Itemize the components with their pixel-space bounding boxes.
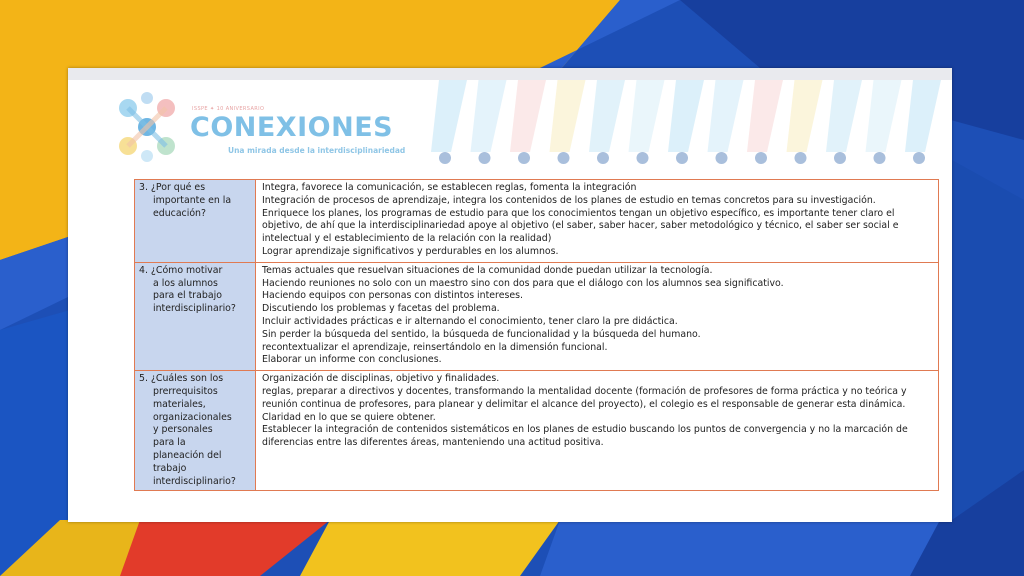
stripe-dot	[558, 152, 570, 164]
answer-line: Lograr aprendizaje significativos y perdurables en los alumnos.	[262, 245, 559, 257]
question-cell	[135, 180, 256, 263]
question-line: trabajo	[153, 462, 187, 474]
table-row	[135, 180, 939, 263]
question-line: importante en la	[153, 194, 232, 206]
stripe	[905, 80, 941, 152]
answer-line: Discutiendo los problemas y facetas del problema.	[262, 303, 500, 315]
question-line: para la	[153, 437, 186, 449]
stripe	[550, 80, 586, 152]
answer-cell	[256, 371, 939, 491]
stripe-dot	[637, 152, 649, 164]
question-line: y personales	[153, 424, 213, 436]
table-row	[135, 262, 939, 370]
question-line: 5. ¿Cuáles son los	[139, 373, 224, 385]
stripe	[431, 80, 467, 152]
question-line: interdisciplinario?	[153, 475, 236, 487]
question-line: organizacionales	[153, 411, 232, 423]
stripe	[471, 80, 507, 152]
stripe	[668, 80, 704, 152]
question-line: prerrequisitos	[153, 385, 218, 397]
stripe	[787, 80, 823, 152]
answer-line: Haciendo reuniones no solo con un maestro sino con dos para que el diálogo con los alumnos sea significativo.	[262, 277, 784, 289]
question-cell	[135, 371, 256, 491]
answer-line: Sin perder la búsqueda del sentido, la búsqueda de funcionalidad y la búsqueda del humano.	[262, 328, 701, 340]
answer-line: Incluir actividades prácticas e ir alternando el conocimiento, tener claro la pre didáctica.	[262, 315, 678, 327]
answer-line: Establecer la integración de contenidos sistemáticos en los planes de estudio buscando los puntos de convergencia y no la marcación de diferencias entre las diferentes áreas, manteniendo una actitud positiva.	[262, 424, 908, 449]
question-line: a los alumnos	[153, 277, 218, 289]
stripe	[747, 80, 783, 152]
slide-top-bar	[68, 68, 952, 80]
stripe-dot	[716, 152, 728, 164]
stripe	[629, 80, 665, 152]
stripe-dot	[676, 152, 688, 164]
stripe-dot	[439, 152, 451, 164]
answer-line: Enriquece los planes, los programas de estudio para que los conocimientos tengan un objetivo específico, es importante tener claro el objetivo, de ahí que la interdisciplinariedad apoye al objetivo (el saber, saber hacer, saber metodológico y técnico, el saber ser social e intelectual y el establecimiento de la relación con la realidad)	[262, 207, 899, 245]
table-row	[135, 371, 939, 491]
answer-line: Claridad en lo que se quiere obtener.	[262, 411, 436, 423]
answer-line: Elaborar un informe con conclusiones.	[262, 354, 442, 366]
stripe-dot	[795, 152, 807, 164]
logo-anniversary-text: ISSPE ✦ 10 ANIVERSARIO	[192, 106, 265, 112]
question-line: planeación del	[153, 449, 222, 461]
slide	[68, 68, 952, 522]
question-line: 4. ¿Cómo motivar	[139, 264, 223, 276]
stripe-dot	[518, 152, 530, 164]
stripe-dot	[913, 152, 925, 164]
stripe	[826, 80, 862, 152]
logo-tagline: Una mirada desde la interdisciplinariedad	[228, 146, 406, 155]
stripe-dot	[834, 152, 846, 164]
stripe	[708, 80, 744, 152]
answer-cell	[256, 180, 939, 263]
stripe	[866, 80, 902, 152]
stripe-dot	[597, 152, 609, 164]
answer-line: recontextualizar el aprendizaje, reinsertándolo en la dimensión funcional.	[262, 341, 608, 353]
answer-line: Temas actuales que resuelvan situaciones de la comunidad donde puedan utilizar la tecnología.	[262, 264, 713, 276]
decorative-stripes	[428, 80, 948, 170]
stripe-dot	[874, 152, 886, 164]
stripe	[589, 80, 625, 152]
questions-table	[134, 179, 939, 491]
logo-title: CONEXIONES	[190, 112, 394, 143]
answer-line: Organización de disciplinas, objetivo y finalidades.	[262, 373, 500, 385]
question-line: 3. ¿Por qué es	[139, 182, 206, 193]
logo-molecule-icon	[108, 88, 186, 166]
stripe-dot	[479, 152, 491, 164]
question-cell	[135, 262, 256, 370]
answer-line: Integración de procesos de aprendizaje, integra los contenidos de los planes de estudio en temas concretos para su investigación.	[262, 194, 876, 206]
stripe-dot	[755, 152, 767, 164]
question-line: materiales,	[153, 398, 206, 410]
answer-line: Integra, favorece la comunicación, se establecen reglas, fomenta la integración	[262, 182, 637, 193]
question-line: para el trabajo	[153, 290, 222, 302]
answer-line: Haciendo equipos con personas con distintos intereses.	[262, 290, 523, 302]
question-line: interdisciplinario?	[153, 303, 236, 315]
question-line: educación?	[153, 207, 206, 219]
answer-line: reglas, preparar a directivos y docentes, transformando la mentalidad docente (formación de profesores de forma práctica y no teórica y reunión continua de profesores, para planear y delimitar el alcance del proyecto), el colegio es el responsable de generar esta dinámica.	[262, 385, 907, 410]
answer-cell	[256, 262, 939, 370]
stripe	[510, 80, 546, 152]
